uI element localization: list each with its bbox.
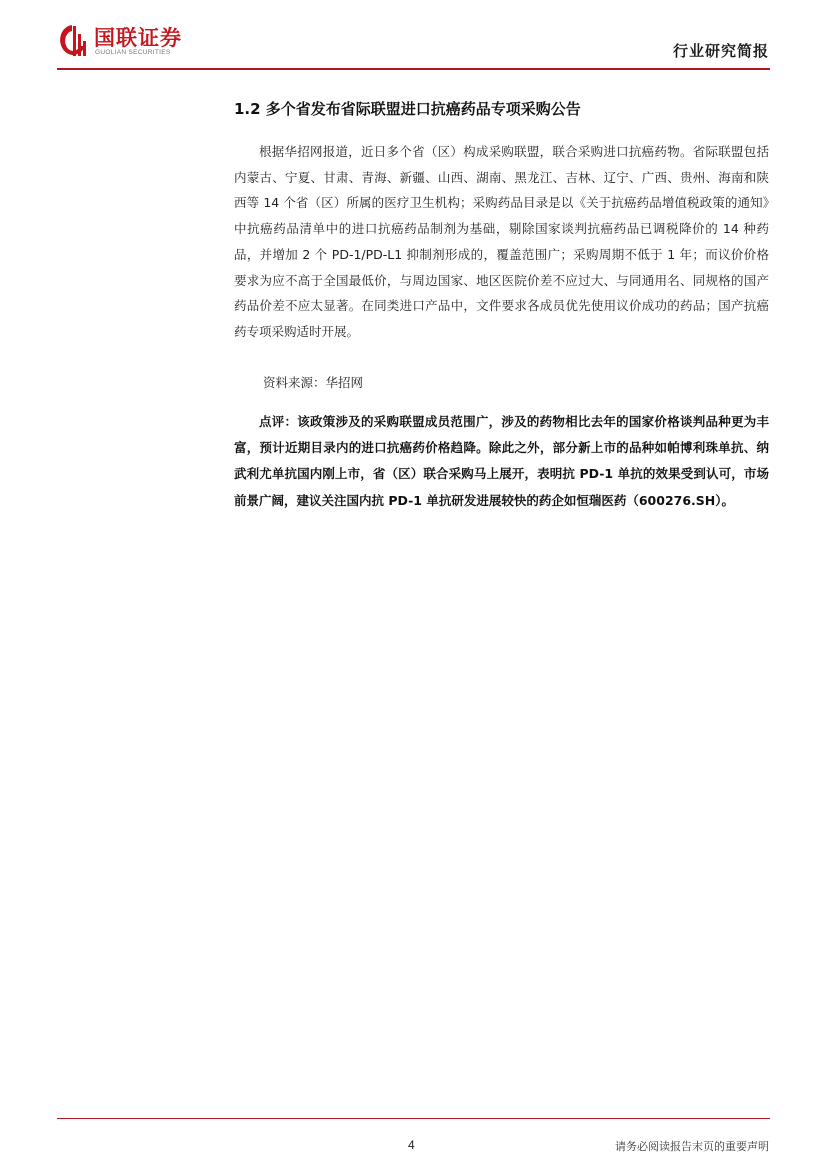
report-type-label: 行业研究简报 <box>672 42 769 60</box>
section-heading: 1.2 多个省发布省际联盟进口抗癌药品专项采购公告 <box>234 100 581 118</box>
body-paragraph: 根据华招网报道，近日多个省（区）构成采购联盟，联合采购进口抗癌药物。省际联盟包括内蒙古、宁夏、甘肃、青海、新疆、山西、湖南、黑龙江、吉林、辽宁、广西、贵州、海南和陕西等 14 个省（区）所属的医疗卫生机构；采购药品目录是以《关于抗癌药品增值税政策的通知》中抗癌药品清单中的进口抗癌药品制剂为基础，剔除国家谈判抗癌药品已调税降价的 14 种药品，并增加 2 个 PD-1/PD-L1 抑制剂形成的，覆盖范围广；采购周期不低于 1 年；而议价价格要求为应不高于全国最低价，与周边国家、地区医院价差不应过大、与同通用名、同规格的国产药品价差不应太显著。在同类进口产品中，文件要求各成员优先使用议价成功的药品；国产抗癌药专项采购适时开展。 <box>234 144 769 339</box>
page-header <box>0 0 827 70</box>
footer-disclaimer: 请务必阅读报告末页的重要声明 <box>615 1140 769 1153</box>
guolian-logo-icon <box>58 22 88 60</box>
comment-paragraph: 点评：该政策涉及的采购联盟成员范围广，涉及的药物相比去年的国家价格谈判品种更为丰富，预计近期目录内的进口抗癌药价格趋降。除此之外，部分新上市的品种如帕博利珠单抗、纳武利尤单抗国内刚上市，省（区）联合采购马上展开，表明抗 PD-1 单抗的效果受到认可，市场前景广阔，建议关注国内抗 PD-1 单抗研发进展较快的药企如恒瑞医药（600276.SH）。 <box>234 414 769 508</box>
company-logo-english: GUOLIAN SECURITIES <box>95 49 171 56</box>
company-logo-text: 国联证券 <box>94 26 182 50</box>
page-number: 4 <box>408 1138 415 1152</box>
source-note: 资料来源：华招网 <box>263 375 364 390</box>
header-divider <box>57 68 770 70</box>
footer-divider <box>57 1118 770 1119</box>
